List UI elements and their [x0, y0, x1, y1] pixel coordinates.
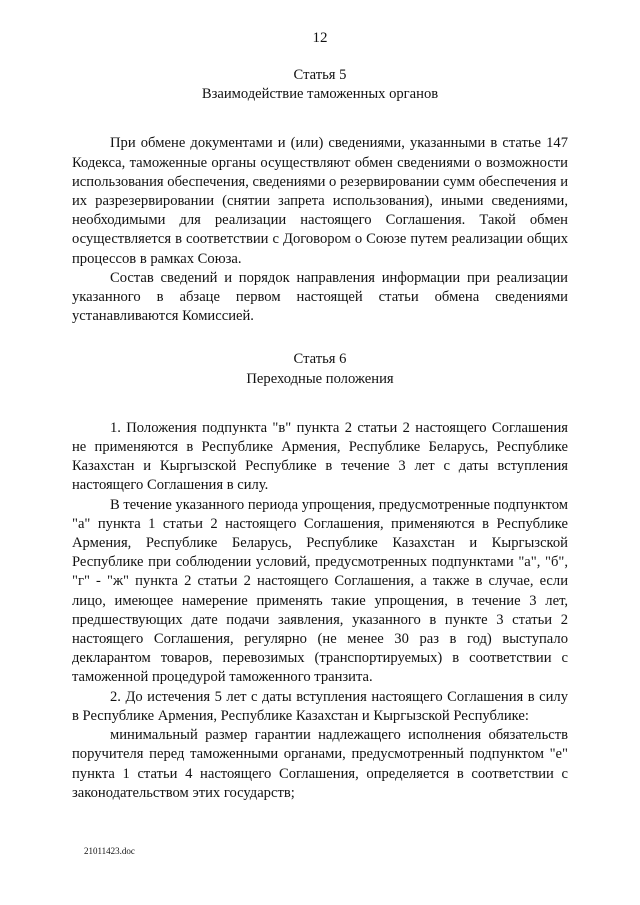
article-6-title: Переходные положения: [246, 370, 394, 387]
article-5-title: Взаимодействие таможенных органов: [201, 86, 439, 103]
page-number: 12: [312, 30, 328, 46]
article-6-paragraph-2: В течение указанного периода упрощения, предусмотренные подпунктом "а" пункта 1 статьи 2 настоящего Соглашения, применяются в Республике Армения, Республике Беларусь, Республике Казахстан и Кыргызской Республике при соблюдении условий, предусмотренных подпунктами "а", "б", "г" - "ж" пункта 2 статьи 2 настоящего Соглашения, а также в случае, если лицо, имеющее намерение применять такие упрощения, в течение 3 лет, предшествующих дате подачи заявления, указанного в пункте 3 статьи 2 настоящего Соглашения, регулярно (не менее 30 раз в год) выступало декларантом товаров, перевозимых (транспортируемых) в соответствии с таможенной процедурой таможенного транзита.: [72, 496, 568, 686]
article-5-paragraph-2: Состав сведений и порядок направления информации при реализации указанного в абзаце первом настоящей статьи обмена сведениями устанавливаются Комиссией.: [72, 269, 568, 325]
footer-filename: 21011423.doc: [84, 846, 135, 856]
article-5-number: Статья 5: [293, 67, 347, 83]
article-5-heading: [72, 66, 568, 104]
article-6-paragraph-4: минимальный размер гарантии надлежащего исполнения обязательств поручителя перед таможенными органами, предусмотренный подпунктом "е" пункта 1 статьи 4 настоящего Соглашения, определяется в соответствии с законодательством этих государств;: [72, 727, 568, 801]
article-6-heading: [72, 350, 568, 388]
document-body: [72, 66, 568, 803]
article-6-paragraph-3: 2. До истечения 5 лет с даты вступления настоящего Соглашения в силу в Республике Армения, Республике Казахстан и Кыргызской Республике:: [72, 688, 568, 724]
article-5-paragraph-1: При обмене документами и (или) сведениями, указанными в статье 147 Кодекса, таможенные органы осуществляют обмен сведениями о возможности использования обеспечения, сведениями о резервировании сумм обеспечения и их разрезервировании (снятии запрета использования), иными сведениями, необходимыми для реализации настоящего Соглашения. Такой обмен осуществляется в соответствии с Договором о Союзе путем реализации общих процессов в рамках Союза.: [72, 135, 568, 267]
article-6-number: Статья 6: [293, 351, 347, 368]
article-6-paragraph-1: 1. Положения подпункта "в" пункта 2 статьи 2 настоящего Соглашения не применяются в Республике Армения, Республике Беларусь, Республике Казахстан и Кыргызской Республике в течение 3 лет с даты вступления настоящего Соглашения в силу.: [72, 419, 568, 494]
